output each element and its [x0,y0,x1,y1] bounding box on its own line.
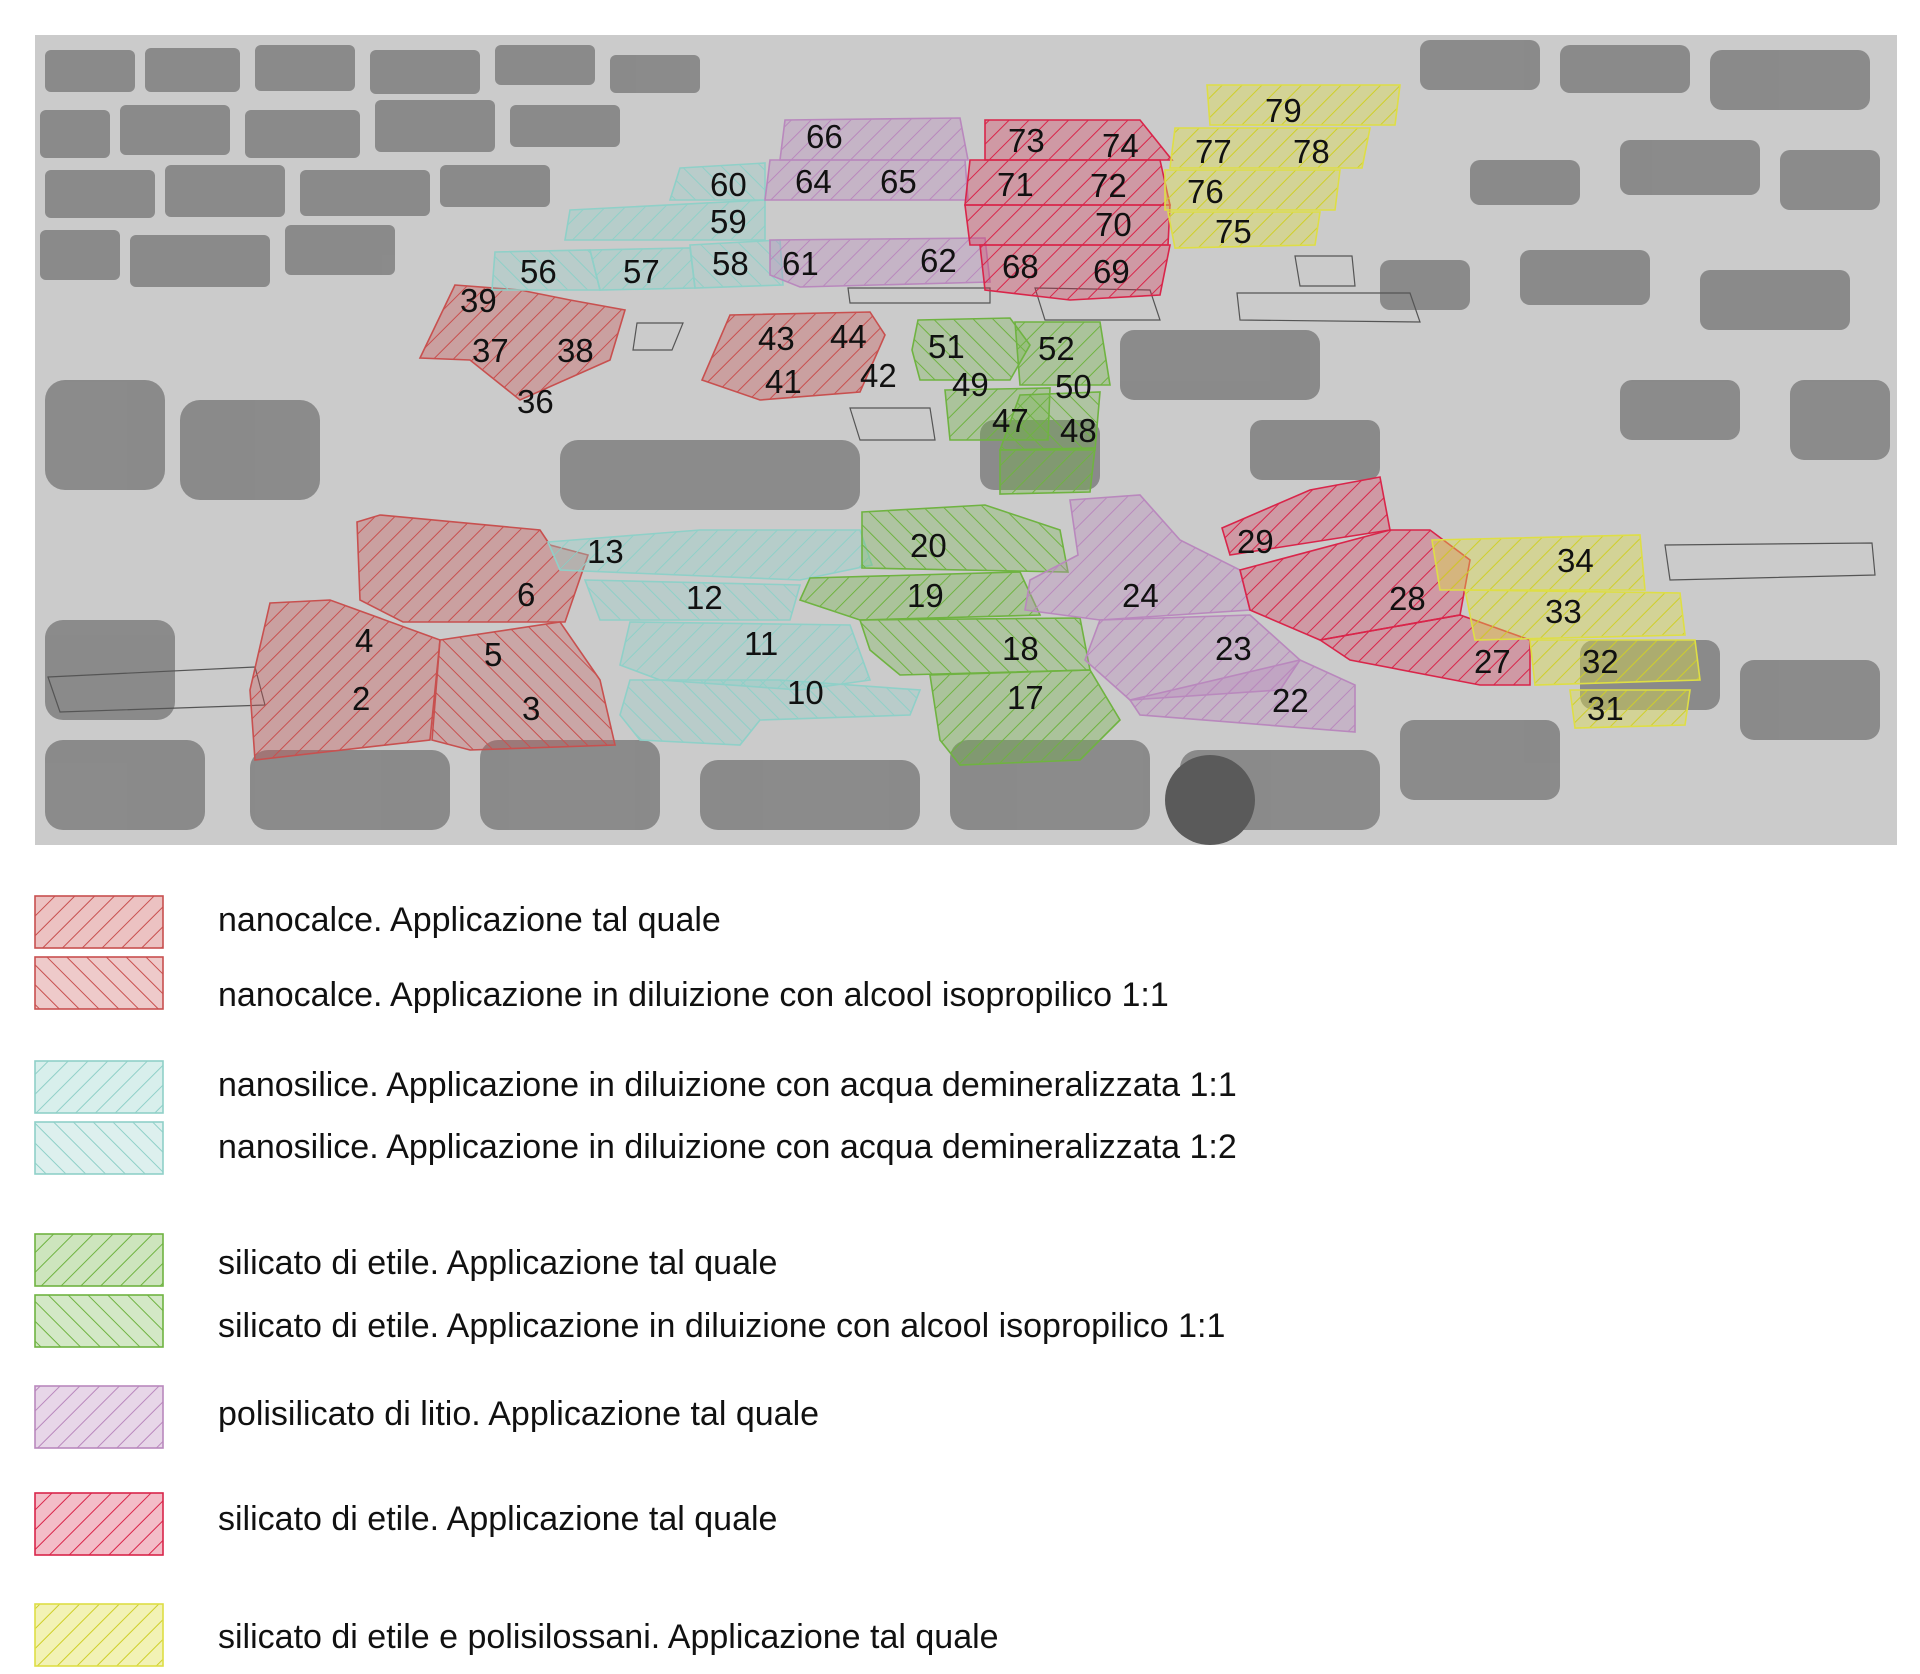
zone-label: 38 [557,332,594,369]
zone-label: 27 [1474,643,1511,680]
zone-18-area [860,618,1090,675]
zone-label: 22 [1272,682,1309,719]
zone-label: 6 [517,576,536,613]
zone-label: 75 [1215,213,1252,250]
legend-swatch [35,1295,163,1347]
legend-swatch [35,1604,163,1666]
zone-label: 61 [782,245,819,282]
zone-label: 73 [1008,122,1045,159]
zone-79-area [1207,85,1400,125]
zone-label: 56 [520,253,557,290]
zone-label: 58 [712,245,749,282]
zone-label: 23 [1215,630,1252,667]
zone-label: 4 [355,622,374,659]
zone-label: 49 [952,366,989,403]
zone-label: 29 [1237,523,1274,560]
zone-label: 39 [460,282,497,319]
zone-label: 60 [710,166,747,203]
zone-label: 78 [1293,133,1330,170]
legend-label: silicato di etile. Applicazione tal quale [218,1500,778,1538]
zone-label: 43 [758,320,795,357]
zone-label: 13 [587,533,624,570]
zone-label: 2 [352,680,371,717]
zone-label: 51 [928,328,965,365]
zone-label: 59 [710,203,747,240]
legend-swatch [35,1061,163,1113]
zone-label: 42 [860,357,897,394]
legend-label: silicato di etile. Applicazione tal quale [218,1244,778,1282]
zone-label: 71 [997,166,1034,203]
zone-label: 37 [472,332,509,369]
legend-swatch [35,1386,163,1448]
zone-label: 3 [522,690,541,727]
zone-label: 17 [1007,679,1044,716]
zone-label: 5 [484,636,503,673]
zone-label: 68 [1002,248,1039,285]
zone-label: 69 [1093,253,1130,290]
zone-label: 34 [1557,542,1594,579]
legend-label: polisilicato di litio. Applicazione tal quale [218,1395,820,1433]
zone-label: 70 [1095,206,1132,243]
zone-label: 72 [1090,167,1127,204]
zone-label: 44 [830,318,867,355]
zone-label: 31 [1587,690,1624,727]
zone-label: 18 [1002,630,1039,667]
legend-swatch [35,1122,163,1174]
legend-label: nanosilice. Applicazione in diluizione con acqua demineralizzata 1:2 [218,1128,1237,1166]
zone-70-area [965,205,1170,245]
legend-label: nanocalce. Applicazione in diluizione con alcool isopropilico 1:1 [218,976,1169,1014]
zone-label: 11 [744,625,779,662]
zone-label: 12 [686,579,723,616]
zone-label: 10 [787,674,824,711]
legend-swatch [35,896,163,948]
legend-label: silicato di etile. Applicazione in diluizione con alcool isopropilico 1:1 [218,1307,1226,1345]
zone-label: 24 [1122,577,1159,614]
zone-label: 57 [623,253,660,290]
legend-swatch [35,1234,163,1286]
zone-label: 28 [1389,580,1426,617]
zone-label: 65 [880,163,917,200]
zone-label: 50 [1055,368,1092,405]
zone-label: 41 [765,363,802,400]
zone-label: 32 [1582,643,1619,680]
zone-label: 76 [1187,173,1224,210]
legend-label: silicato di etile e polisilossani. Applicazione tal quale [218,1618,999,1656]
zone-34-area [1432,535,1645,590]
legend-swatch [35,1493,163,1555]
zone-label: 47 [992,402,1029,439]
zone-label: 64 [795,163,832,200]
zone-label: 62 [920,242,957,279]
zone-label: 52 [1038,330,1075,367]
zone-71-area [965,160,1170,205]
legend-swatch [35,957,163,1009]
zone-48b-area [1000,448,1095,494]
zone-label: 74 [1102,127,1139,164]
legend-label: nanosilice. Applicazione in diluizione con acqua demineralizzata 1:1 [218,1066,1237,1104]
legend-swatches [35,896,163,1666]
zone-label: 36 [517,383,554,420]
zone-label: 33 [1545,593,1582,630]
zone-label: 19 [907,577,944,614]
zone-label: 66 [806,118,843,155]
legend-label: nanocalce. Applicazione tal quale [218,901,721,939]
zone-label: 79 [1265,92,1302,129]
zone-label: 48 [1060,412,1097,449]
zone-label: 20 [910,527,947,564]
zone-label: 77 [1195,133,1232,170]
